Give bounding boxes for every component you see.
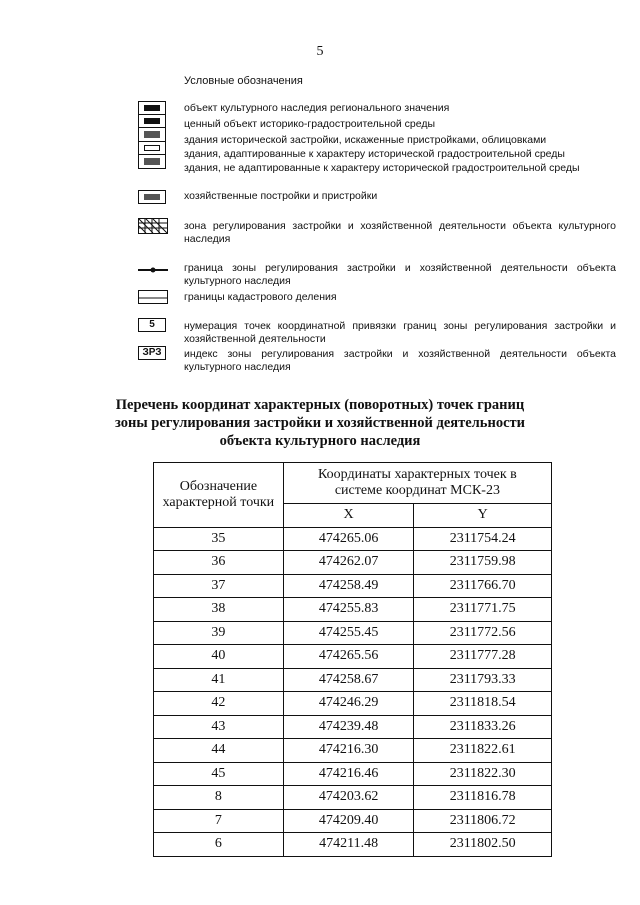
cell-x: 474209.40 <box>283 809 414 833</box>
coordinates-heading: Перечень координат характерных (поворотных) точек границ зоны регулирования застройки и хозяйственной деятельности объекта культурного наследия <box>115 397 525 449</box>
legend-symbol-zone-boundary <box>138 262 168 272</box>
cell-x: 474211.48 <box>283 833 414 857</box>
table-row <box>154 551 552 575</box>
cell-x: 474255.83 <box>283 598 414 622</box>
cell-point: 6 <box>154 833 284 857</box>
cell-point: 36 <box>154 551 284 575</box>
cell-x: 474216.46 <box>283 762 414 786</box>
table-row <box>154 786 552 810</box>
table-row <box>154 621 552 645</box>
cell-point: 41 <box>154 668 284 692</box>
header-y: Y <box>414 504 552 528</box>
cell-y: 2311793.33 <box>414 668 552 692</box>
cell-y: 2311816.78 <box>414 786 552 810</box>
cell-x: 474265.56 <box>283 645 414 669</box>
legend-text-zone: зона регулирования застройки и хозяйственной деятельности объекта культурного наследия <box>184 220 616 245</box>
cell-point: 40 <box>154 645 284 669</box>
legend-text-cadastral: границы кадастрового деления <box>184 291 337 303</box>
legend-symbol-outbuildings <box>138 190 166 204</box>
cell-x: 474203.62 <box>283 786 414 810</box>
legend-text-adapted-buildings: здания, адаптированные к характеру исторической градостроительной среды <box>184 148 565 160</box>
cell-point: 35 <box>154 527 284 551</box>
legend-title: Условные обозначения <box>184 75 303 87</box>
table-row <box>154 809 552 833</box>
table-row <box>154 762 552 786</box>
cell-y: 2311771.75 <box>414 598 552 622</box>
cell-x: 474258.49 <box>283 574 414 598</box>
legend-symbol-zone-hatch <box>138 218 168 234</box>
table-row <box>154 645 552 669</box>
cell-x: 474258.67 <box>283 668 414 692</box>
table-row <box>154 598 552 622</box>
cell-y: 2311822.61 <box>414 739 552 763</box>
header-x: X <box>283 504 414 528</box>
cell-x: 474246.29 <box>283 692 414 716</box>
legend-symbol-point-number: 5 <box>138 318 166 332</box>
cell-point: 43 <box>154 715 284 739</box>
page-number: 5 <box>316 44 324 59</box>
cell-y: 2311833.26 <box>414 715 552 739</box>
table-row <box>154 692 552 716</box>
cell-y: 2311772.56 <box>414 621 552 645</box>
legend-text-non-adapted-buildings: здания, не адаптированные к характеру исторической градостроительной среды <box>184 162 580 174</box>
cell-y: 2311754.24 <box>414 527 552 551</box>
legend-text-point-number: нумерация точек координатной привязки границ зоны регулирования застройки и хозяйственной деятельности <box>184 320 616 345</box>
legend-text-zone-boundary: граница зоны регулирования застройки и хозяйственной деятельности объекта культурного наследия <box>184 262 616 287</box>
cell-point: 7 <box>154 809 284 833</box>
legend-symbol-adapted-buildings <box>138 142 166 156</box>
legend-symbol-non-adapted-buildings <box>138 155 166 169</box>
legend-symbol-valuable-object <box>138 115 166 129</box>
legend-building-symbols <box>138 101 166 169</box>
cell-y: 2311806.72 <box>414 809 552 833</box>
table-row <box>154 574 552 598</box>
cell-y: 2311802.50 <box>414 833 552 857</box>
cell-point: 42 <box>154 692 284 716</box>
table-row <box>154 527 552 551</box>
cell-y: 2311818.54 <box>414 692 552 716</box>
cell-x: 474255.45 <box>283 621 414 645</box>
cell-point: 8 <box>154 786 284 810</box>
legend-symbol-regional-heritage <box>138 101 166 115</box>
legend-symbol-zone-index: ЗРЗ <box>138 346 166 360</box>
legend-text-valuable-object: ценный объект историко-градостроительной среды <box>184 118 436 130</box>
cell-point: 37 <box>154 574 284 598</box>
table-row <box>154 668 552 692</box>
cell-y: 2311759.98 <box>414 551 552 575</box>
cell-y: 2311777.28 <box>414 645 552 669</box>
legend-text-distorted-historic: здания исторической застройки, искаженные пристройками, облицовками <box>184 134 547 146</box>
legend-text-outbuildings: хозяйственные постройки и пристройки <box>184 190 378 202</box>
header-point-designation: Обозначение характерной точки <box>154 463 284 528</box>
cell-y: 2311766.70 <box>414 574 552 598</box>
cell-x: 474216.30 <box>283 739 414 763</box>
table-row <box>154 739 552 763</box>
cell-point: 44 <box>154 739 284 763</box>
cell-point: 45 <box>154 762 284 786</box>
cell-x: 474239.48 <box>283 715 414 739</box>
legend-text-zone-index: индекс зоны регулирования застройки и хозяйственной деятельности объекта культурного наследия <box>184 348 616 373</box>
coordinates-table <box>153 462 552 857</box>
cell-point: 38 <box>154 598 284 622</box>
legend-symbol-distorted-historic <box>138 128 166 142</box>
table-row <box>154 833 552 857</box>
legend-symbol-cadastral <box>138 290 168 304</box>
cell-y: 2311822.30 <box>414 762 552 786</box>
cell-point: 39 <box>154 621 284 645</box>
cell-x: 474262.07 <box>283 551 414 575</box>
legend-text-regional-heritage: объект культурного наследия регионального значения <box>184 102 450 114</box>
cell-x: 474265.06 <box>283 527 414 551</box>
header-coordinates: Координаты характерных точек в системе координат МСК-23 <box>283 463 551 504</box>
table-row <box>154 715 552 739</box>
